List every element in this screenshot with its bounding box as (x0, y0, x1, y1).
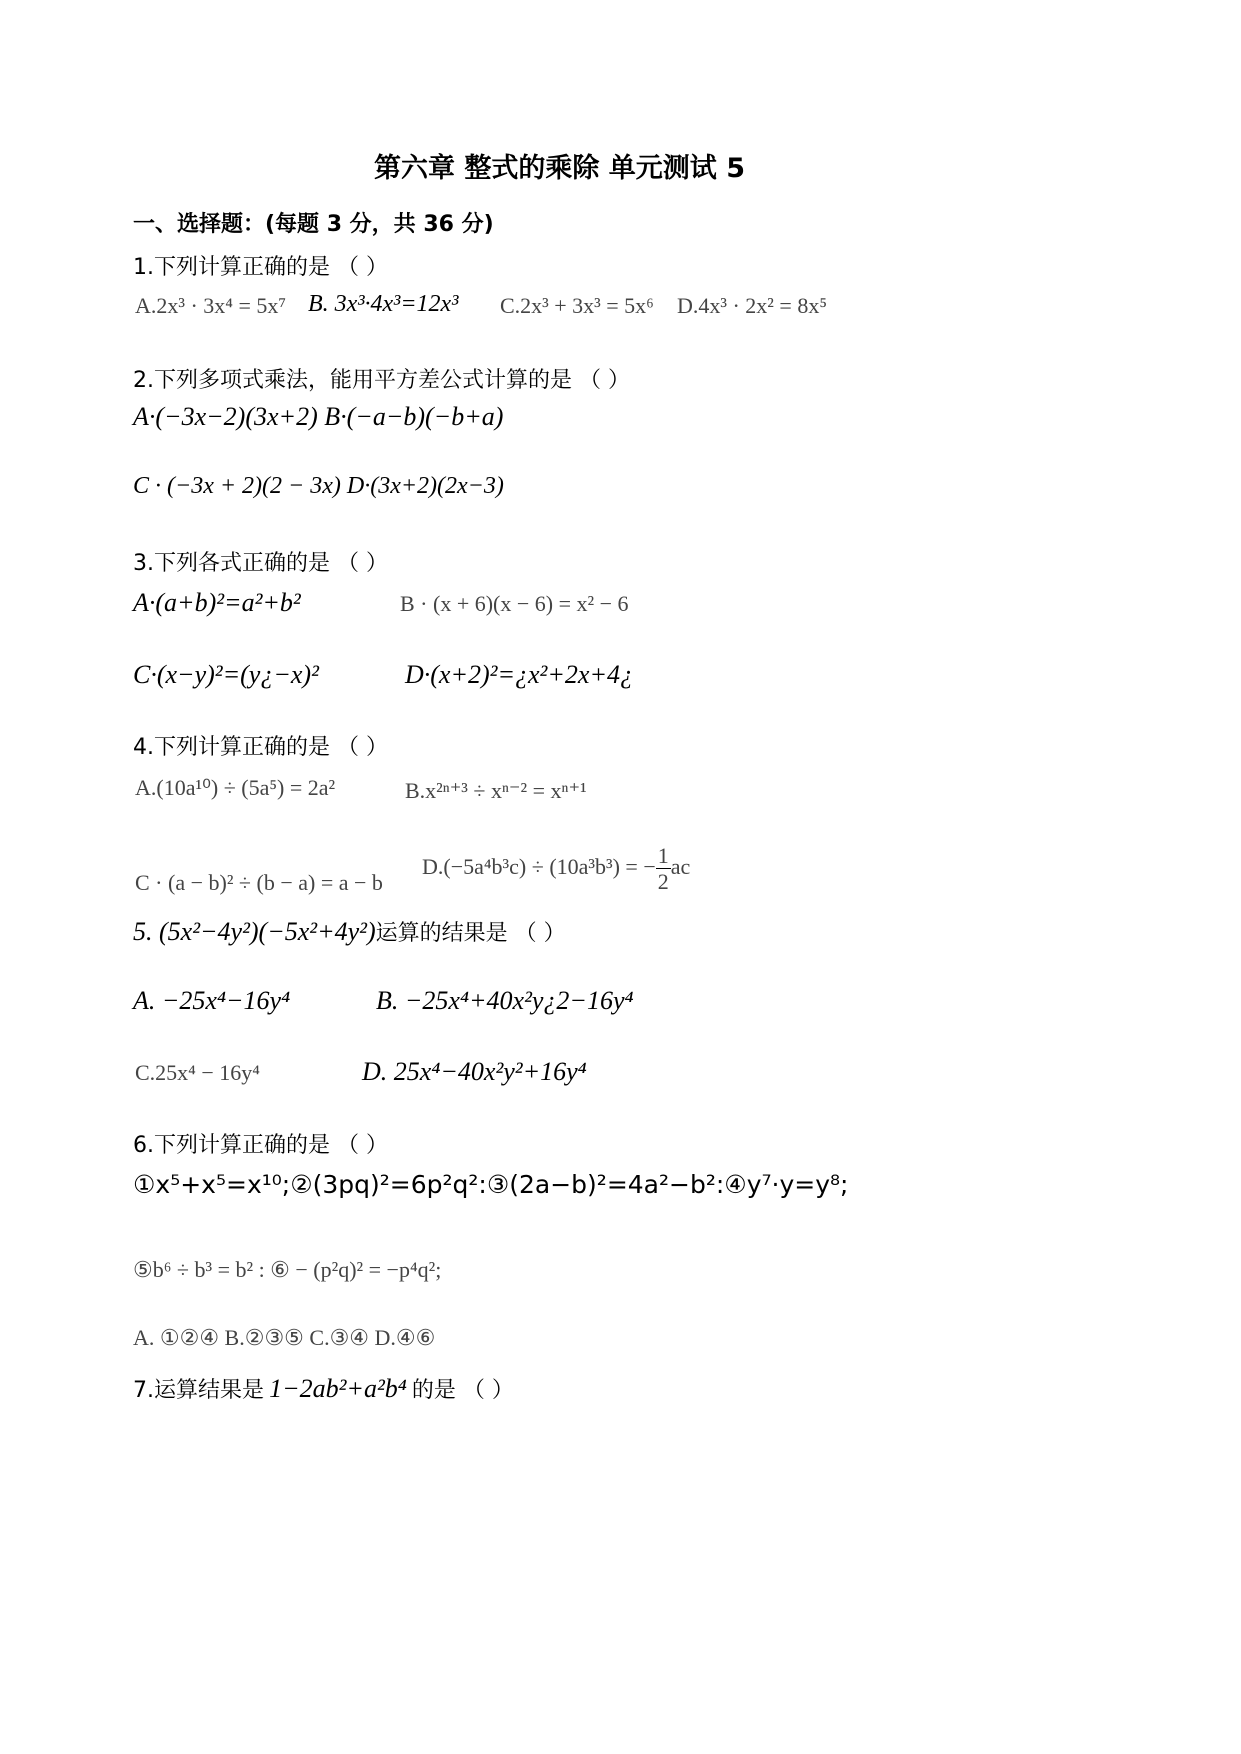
question-1-stem: 1.下列计算正确的是 （ ） (133, 255, 388, 280)
question-5-option-b: B. −25x⁴+40x²y¿2−16y⁴ (376, 986, 634, 1015)
question-4-option-d (422, 843, 690, 895)
question-4-stem: 4.下列计算正确的是 （ ） (133, 735, 388, 760)
fraction-denominator: 2 (657, 869, 669, 895)
question-4-option-d-fraction (656, 843, 671, 895)
question-5-option-a: A. −25x⁴−16y⁴ (133, 986, 291, 1015)
question-7-stem-expression: 1−2ab²+a²b⁴ (269, 1374, 407, 1403)
question-7-stem-prefix: 7.运算结果是 (133, 1378, 264, 1403)
question-6-options: A. ①②④ B.②③⑤ C.③④ D.④⑥ (133, 1325, 436, 1350)
question-5-option-d: D. 25x⁴−40x²y²+16y⁴ (362, 1057, 587, 1086)
question-5-stem (133, 916, 566, 947)
fraction-numerator: 1 (657, 843, 669, 868)
question-7-stem (133, 1373, 514, 1404)
question-2-options-ab: A·(−3x−2)(3x+2) B·(−a−b)(−b+a) (133, 402, 504, 431)
question-1-option-c: C.2x³ + 3x³ = 5x⁶ (500, 293, 654, 318)
question-4-option-c: C · (a − b)² ÷ (b − a) = a − b (135, 870, 383, 895)
question-4-option-d-prefix: D.(−5a⁴b³c) ÷ (10a³b³) = − (422, 853, 656, 879)
question-3-stem: 3.下列各式正确的是 （ ） (133, 551, 388, 576)
page-title: 第六章 整式的乘除 单元测试 5 (374, 153, 745, 184)
question-7-stem-suffix: 的是 （ ） (411, 1378, 514, 1403)
question-1-option-d: D.4x³ · 2x² = 8x⁵ (677, 293, 827, 318)
section-heading: 一、选择题：(每题 3 分，共 36 分) (133, 212, 494, 237)
question-5-stem-text: 运算的结果是 （ ） (375, 921, 566, 946)
question-1-option-a: A.2x³ · 3x⁴ = 5x⁷ (135, 293, 287, 318)
question-3-option-c: C·(x−y)²=(y¿−x)² (133, 660, 319, 689)
question-3-option-d: D·(x+2)²=¿x²+2x+4¿ (405, 660, 633, 689)
question-4-option-b: B.x²ⁿ⁺³ ÷ xⁿ⁻² = xⁿ⁺¹ (405, 778, 587, 803)
question-2-options-cd: C · (−3x + 2)(2 − 3x) D·(3x+2)(2x−3) (133, 473, 504, 499)
question-6-line-1: ①x⁵+x⁵=x¹⁰;②(3pq)²=6p²q²:③(2a−b)²=4a²−b²:④y⁷·y=y⁸; (133, 1170, 849, 1199)
question-4-option-d-suffix: ac (670, 853, 691, 879)
question-4-option-a: A.(10a¹⁰) ÷ (5a⁵) = 2a² (135, 775, 336, 800)
question-2-stem: 2.下列多项式乘法，能用平方差公式计算的是 （ ） (133, 368, 630, 393)
question-1-option-b: B. 3x³·4x³=12x³ (308, 291, 459, 317)
question-6-stem: 6.下列计算正确的是 （ ） (133, 1133, 388, 1158)
question-5-option-c: C.25x⁴ − 16y⁴ (135, 1060, 260, 1085)
question-6-line-2: ⑤b⁶ ÷ b³ = b² : ⑥ − (p²q)² = −p⁴q²; (133, 1257, 442, 1282)
question-3-option-b: B · (x + 6)(x − 6) = x² − 6 (400, 591, 629, 616)
question-5-stem-expression: 5. (5x²−4y²)(−5x²+4y²) (133, 917, 376, 946)
question-3-option-a: A·(a+b)²=a²+b² (133, 588, 301, 617)
